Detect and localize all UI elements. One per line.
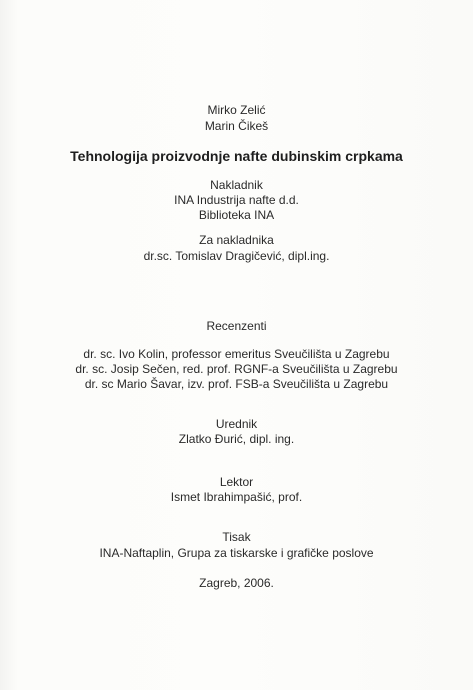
place-date: Zagreb, 2006. [199,576,274,590]
print-label: Tisak [222,530,251,544]
publisher-label: Nakladnik [210,178,263,192]
reviewer-1: dr. sc. Ivo Kolin, professor emeritus Sveučilišta u Zagrebu [83,347,390,361]
reviewer-2: dr. sc. Josip Sečen, red. prof. RGNF-a Sveučilišta u Zagrebu [75,362,398,376]
proofreader-name: Ismet Ibrahimpašić, prof. [170,490,303,504]
book-title: Tehnologija proizvodnje nafte dubinskim crpkama [70,148,403,164]
print-name: INA-Naftaplin, Grupa za tiskarske i grafičke poslove [99,546,374,560]
for-publisher-name: dr.sc. Tomislav Dragičević, dipl.ing. [143,249,330,263]
author-1: Mirko Zelić [207,103,266,117]
for-publisher-label: Za nakladnika [199,233,274,247]
proofreader-label: Lektor [219,475,254,489]
reviewers-label: Recenzenti [206,319,267,333]
editor-label: Urednik [215,417,258,431]
publisher-series: Biblioteka INA [198,208,275,222]
author-2: Marin Čikeš [204,119,269,133]
publisher-name: INA Industrija nafte d.d. [174,193,299,207]
reviewer-3: dr. sc Mario Šavar, izv. prof. FSB-a Sveučilišta u Zagrebu [84,377,389,391]
editor-name: Zlatko Đurić, dipl. ing. [178,432,295,446]
